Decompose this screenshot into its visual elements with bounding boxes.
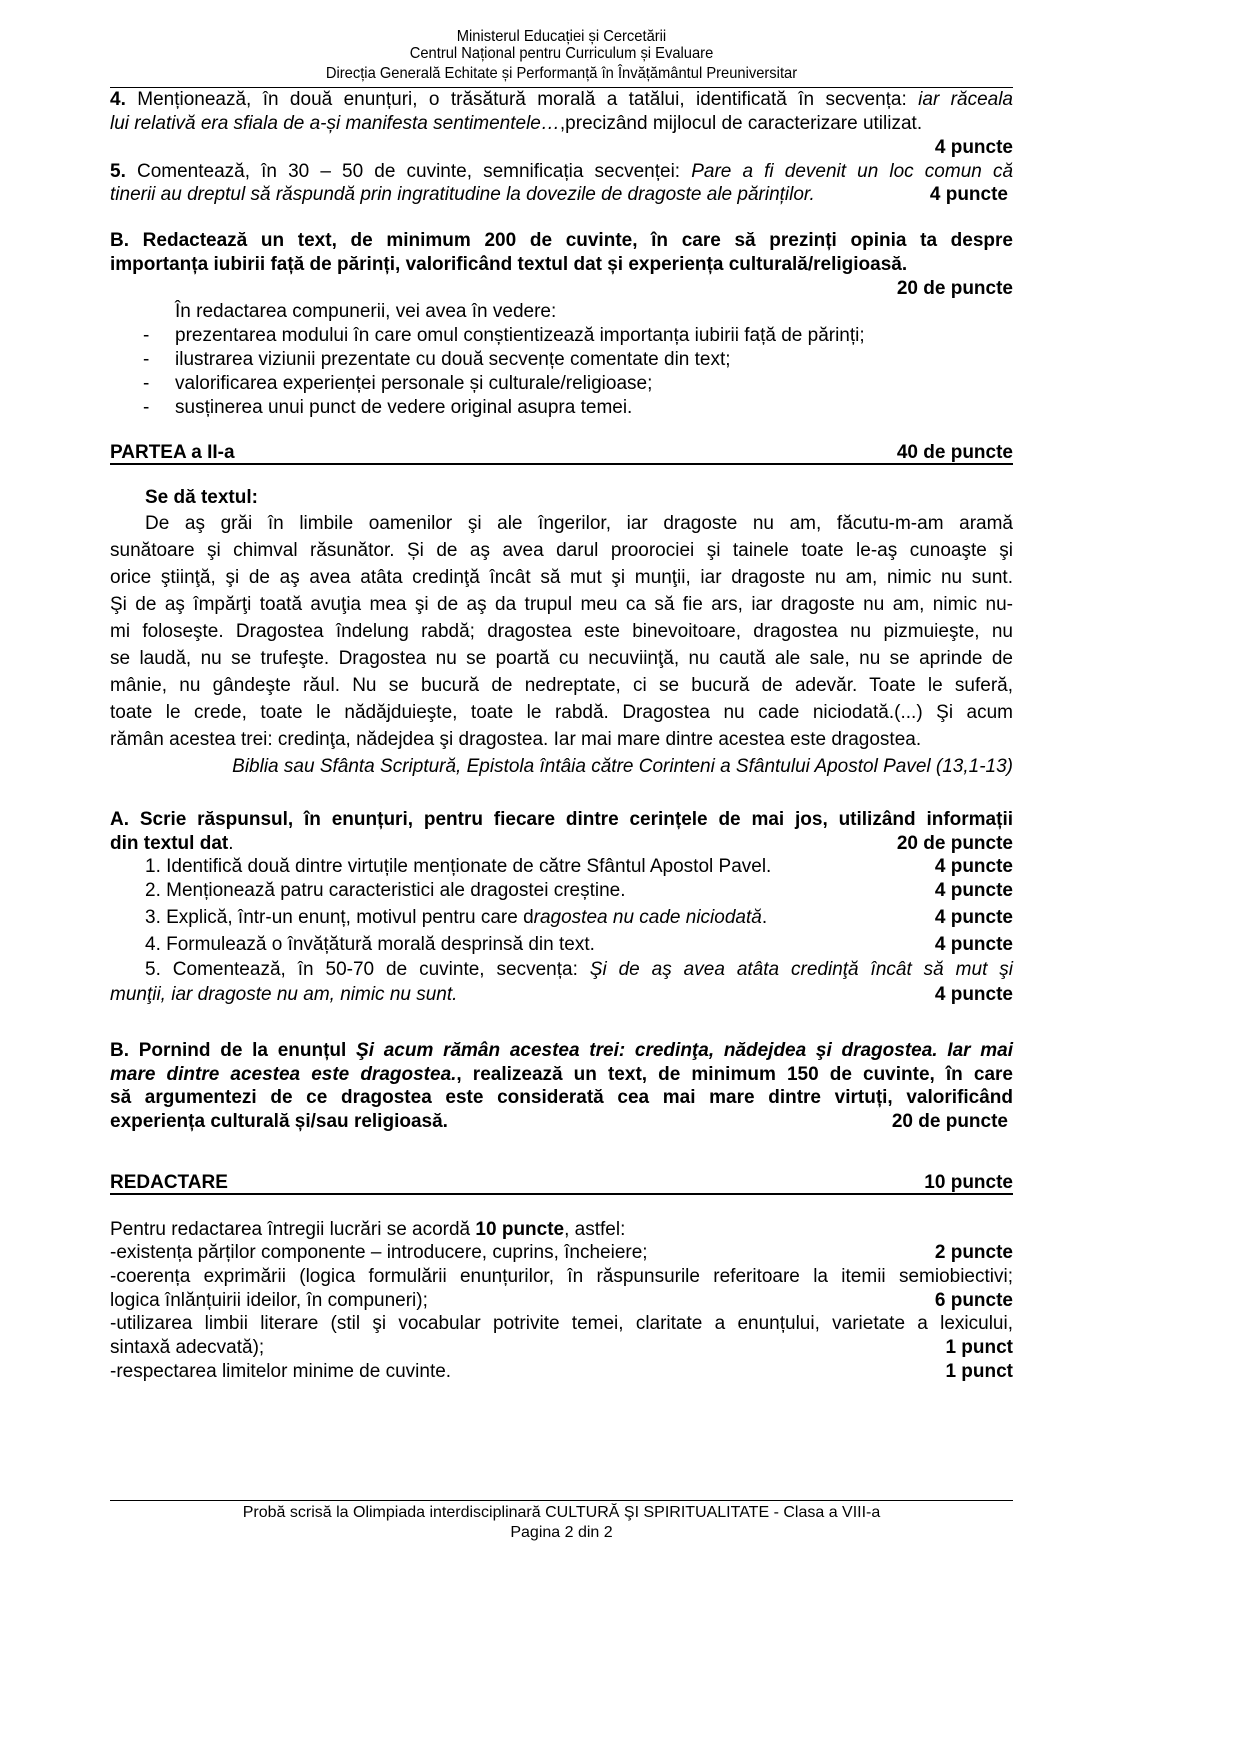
bullet-dash: - [143, 373, 150, 394]
passage-line: rămân acestea trei: credinţa, nădejdea şi dragostea. Iar mai mare dintre acestea este dragostea. [110, 729, 922, 750]
bullet-3: valorificarea experienței personale și culturale/religioase; [175, 373, 653, 394]
question-2: 2. Menționează patru caracteristici ale dragostei creștine. 4 puncte [145, 880, 1013, 901]
passage-line: mi foloseşte. Dragostea îndelung rabdă; dragostea este binevoitoare, dragostea nu pizmuieşte, nu [110, 621, 1013, 642]
passage-citation: Biblia sau Sfânta Scriptură, Epistola întâia către Corinteni a Sfântului Apostol Pavel (13,1-13) [232, 756, 1013, 777]
passage-line: Şi de aş împărţi toată avuţia mea şi de aş da trupul meu ca să fie ars, iar dragoste nu am, nimic nu- [110, 594, 1013, 615]
question-5-line-1: 5. Comentează, în 50-70 de cuvinte, secvența: Şi de aş avea atâta credinţă încât să mut şi [145, 959, 1013, 980]
criterion-4: -respectarea limitelor minime de cuvinte. 1 punct [110, 1361, 1013, 1382]
header-rule [110, 87, 1013, 88]
question-5-line-2: munţii, iar dragoste nu am, nimic nu sunt. 4 puncte [110, 984, 1013, 1005]
part-b-points: 20 de puncte [896, 278, 1013, 299]
passage-line: De aş grăi în limbile oamenilor şi ale îngerilor, iar dragoste nu am, făcutu-m-am aramă [145, 513, 1013, 534]
part-b2-line-4: experiența culturală și/sau religioasă. 20 de puncte [110, 1111, 1008, 1132]
item-4-line-1: 4. Menționează, în două enunțuri, o trăsătură morală a tatălui, identificată în secvența: iar răceala [110, 89, 1013, 110]
redactare-intro: Pentru redactarea întregii lucrări se acordă 10 puncte, astfel: [110, 1219, 626, 1240]
header-direction: Direcția Generală Echitate și Performanță în Învățământul Preuniversitar [325, 65, 798, 82]
redactare-heading: REDACTARE 10 puncte [110, 1172, 1013, 1193]
passage-line: toate le crede, toate le nădăjduieşte, toate le rabdă. Dragostea nu cade niciodată.(...) Şi acum [110, 702, 1013, 723]
item-4-points: 4 puncte [934, 137, 1013, 158]
criterion-1: -existența părților componente – introducere, cuprins, încheiere; 2 puncte [110, 1242, 1013, 1263]
bullet-dash: - [143, 325, 150, 346]
part-2-heading: PARTEA a II-a 40 de puncte [110, 442, 1013, 463]
bullet-dash: - [143, 397, 150, 418]
question-3: 3. Explică, într-un enunț, motivul pentru care dragostea nu cade niciodată. 4 puncte [145, 907, 1013, 928]
header-center: Centrul Național pentru Curriculum și Evaluare [409, 45, 714, 62]
footer-rule [110, 1500, 1013, 1501]
passage-line: mânie, nu gândeşte răul. Nu se bucură de nedreptate, ci se bucură de adevăr. Toate le suferă, [110, 675, 1013, 696]
part-2-underline [110, 463, 1013, 465]
bullet-dash: - [143, 349, 150, 370]
part-a-line-2: din textul dat. 20 de puncte [110, 833, 1013, 854]
bullet-2: ilustrarea viziunii prezentate cu două secvențe comentate din text; [175, 349, 731, 370]
passage-line: se laudă, nu se trufeşte. Dragostea nu se poartă cu necuviinţă, nu caută ale sale, nu se aprinde de [110, 648, 1013, 669]
criterion-2-line-1: -coerența exprimării (logica formulării enunțurilor, în răspunsurile referitoare la itemii semiobiectivi; [110, 1266, 1013, 1287]
part-b2-line-3: să argumentezi de ce dragostea este considerată cea mai mare dintre virtuți, valorificând [110, 1087, 1013, 1108]
item-5-line-1: 5. Comentează, în 30 – 50 de cuvinte, semnificația secvenței: Pare a fi devenit un loc comun că [110, 161, 1014, 182]
redactare-underline [110, 1193, 1013, 1195]
item-5-line-2: tinerii au dreptul să răspundă prin ingratitudine la dovezile de dragoste ale părinților. 4 puncte [110, 184, 1008, 205]
footer-page-number: Pagina 2 din 2 [510, 1524, 613, 1541]
part-a-line-1: A. Scrie răspunsul, în enunțuri, pentru fiecare dintre cerințele de mai jos, utilizând informații [110, 809, 1013, 830]
item-4-line-2: lui relativă era sfiala de a-și manifesta sentimentele…,precizând mijlocul de caracterizare utilizat. [110, 113, 923, 134]
header-ministry: Ministerul Educației și Cercetării [456, 28, 667, 45]
given-text-label: Se dă textul: [145, 487, 258, 508]
part-b-intro: În redactarea compunerii, vei avea în vedere: [175, 301, 557, 322]
passage-line: sunătoare şi chimval răsunător. Și de aş avea darul proorociei şi tainele toate le-aş cunoaşte şi [110, 540, 1013, 561]
part-b2-line-2: mare dintre acestea este dragostea., realizează un text, de minimum 150 de cuvinte, în care [110, 1064, 1013, 1085]
item-5-points: 4 puncte [929, 184, 1008, 205]
criterion-2-line-2: logica înlănțuirii ideilor, în compuneri); 6 puncte [110, 1290, 1013, 1311]
bullet-1: prezentarea modului în care omul conștientizează importanța iubirii față de părinți; [175, 325, 865, 346]
part-b2-points: 20 de puncte [891, 1111, 1008, 1132]
question-1: 1. Identifică două dintre virtuțile menționate de către Sfântul Apostol Pavel. 4 puncte [145, 856, 1013, 877]
passage-line: orice ştiinţă, şi de aş avea atâta credinţă încât să mut şi munţii, iar dragoste nu am, nimic nu sunt. [110, 567, 1013, 588]
question-4: 4. Formulează o învățătură morală desprinsă din text. 4 puncte [145, 934, 1013, 955]
footer-exam-title: Probă scrisă la Olimpiada interdisciplinară CULTURĂ ŞI SPIRITUALITATE - Clasa a VIII-a [242, 1504, 881, 1521]
part-a-points: 20 de puncte [896, 833, 1013, 854]
part-b-line-1: B. Redactează un text, de minimum 200 de cuvinte, în care să prezinți opinia ta despre [110, 230, 1013, 251]
criterion-3-line-1: -utilizarea limbii literare (stil şi vocabular potrivite temei, claritate a enunțului, varietate a lexicului, [110, 1313, 1013, 1334]
part-b-line-2: importanța iubirii față de părinți, valorificând textul dat și experiența culturală/religioasă. [110, 254, 908, 275]
criterion-3-line-2: sintaxă adecvată); 1 punct [110, 1337, 1013, 1358]
bullet-4: susținerea unui punct de vedere original asupra temei. [175, 397, 633, 418]
part-b2-line-1: B. Pornind de la enunțul Şi acum rămân acestea trei: credinţa, nădejdea şi dragostea. Iar mai [110, 1040, 1014, 1061]
